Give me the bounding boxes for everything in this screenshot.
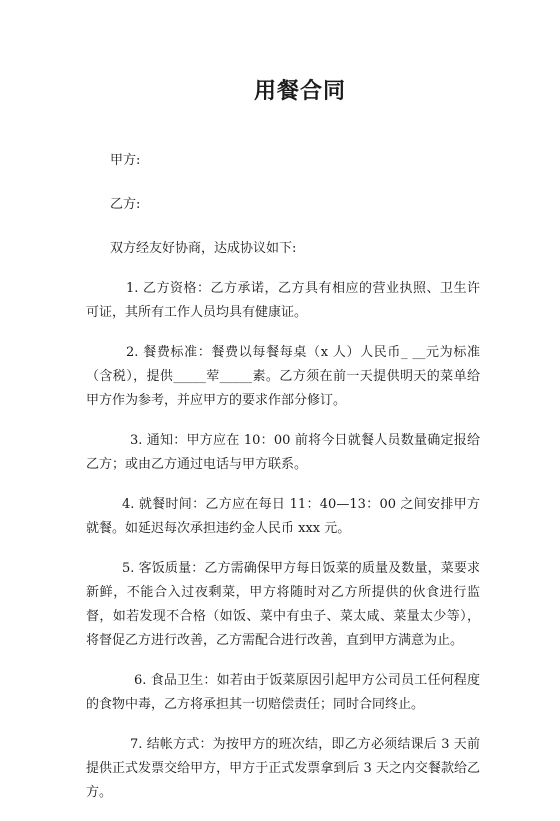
clause-text: 食品卫生：如若由于饭菜原因引起甲方公司员工任何程度的食物中毒，乙方将承担其一切赔偿责任；同时合同终止。 (86, 673, 480, 712)
clause-4 (86, 493, 480, 541)
clause-text: 就餐时间：乙方应在每日 11：40—13：00 之间安排甲方就餐。如延迟每次承担违约金人民币 xxx 元。 (86, 497, 480, 536)
intro-paragraph: 双方经友好协商，达成协议如下: (110, 241, 297, 256)
clause-number: 1. (126, 281, 139, 296)
clause-2 (86, 341, 480, 413)
clause-7 (86, 733, 480, 805)
document-title: 用餐合同 (253, 78, 346, 104)
clause-number: 7. (130, 737, 143, 752)
clause-number: 3. (130, 433, 143, 448)
clause-text: 乙方资格：乙方承诺，乙方具有相应的营业执照、卫生许可证，其所有工作人员均具有健康证。 (86, 281, 480, 320)
party-a-label: 甲方: (110, 153, 141, 168)
clause-1 (86, 277, 480, 325)
clause-text: 通知：甲方应在 10：00 前将今日就餐人员数量确定报给乙方；或由乙方通过电话与甲方联系。 (86, 433, 480, 472)
clause-number: 5. (122, 561, 135, 576)
clause-number: 4. (122, 497, 135, 512)
document-body (86, 150, 480, 821)
clause-5 (86, 557, 480, 653)
clause-text: 餐费标准：餐费以每餐每桌（x 人）人民币_ __元为标准（含税），提供_____荤_____素。乙方须在前一天提供明天的菜单给甲方作为参考，并应甲方的要求作部分修订。 (86, 345, 480, 408)
clause-text: 客饭质量：乙方需确保甲方每日饭菜的质量及数量，菜要求新鲜，不能合入过夜剩菜，甲方将随时对乙方所提供的伙食进行监督，如若发现不合格（如饭、菜中有虫子、菜太咸、菜量太少等），将督促乙方进行改善，乙方需配合进行改善，直到甲方满意为止。 (86, 561, 480, 648)
clause-6 (86, 669, 480, 717)
party-b-label: 乙方: (110, 197, 141, 212)
clause-number: 2. (126, 345, 139, 360)
clause-text: 结帐方式：为按甲方的班次结，即乙方必须结课后 3 天前提供正式发票交给甲方，甲方于正式发票拿到后 3 天之内交餐款给乙方。 (86, 737, 480, 800)
clause-number: 6. (134, 673, 147, 688)
clause-3 (86, 429, 480, 477)
